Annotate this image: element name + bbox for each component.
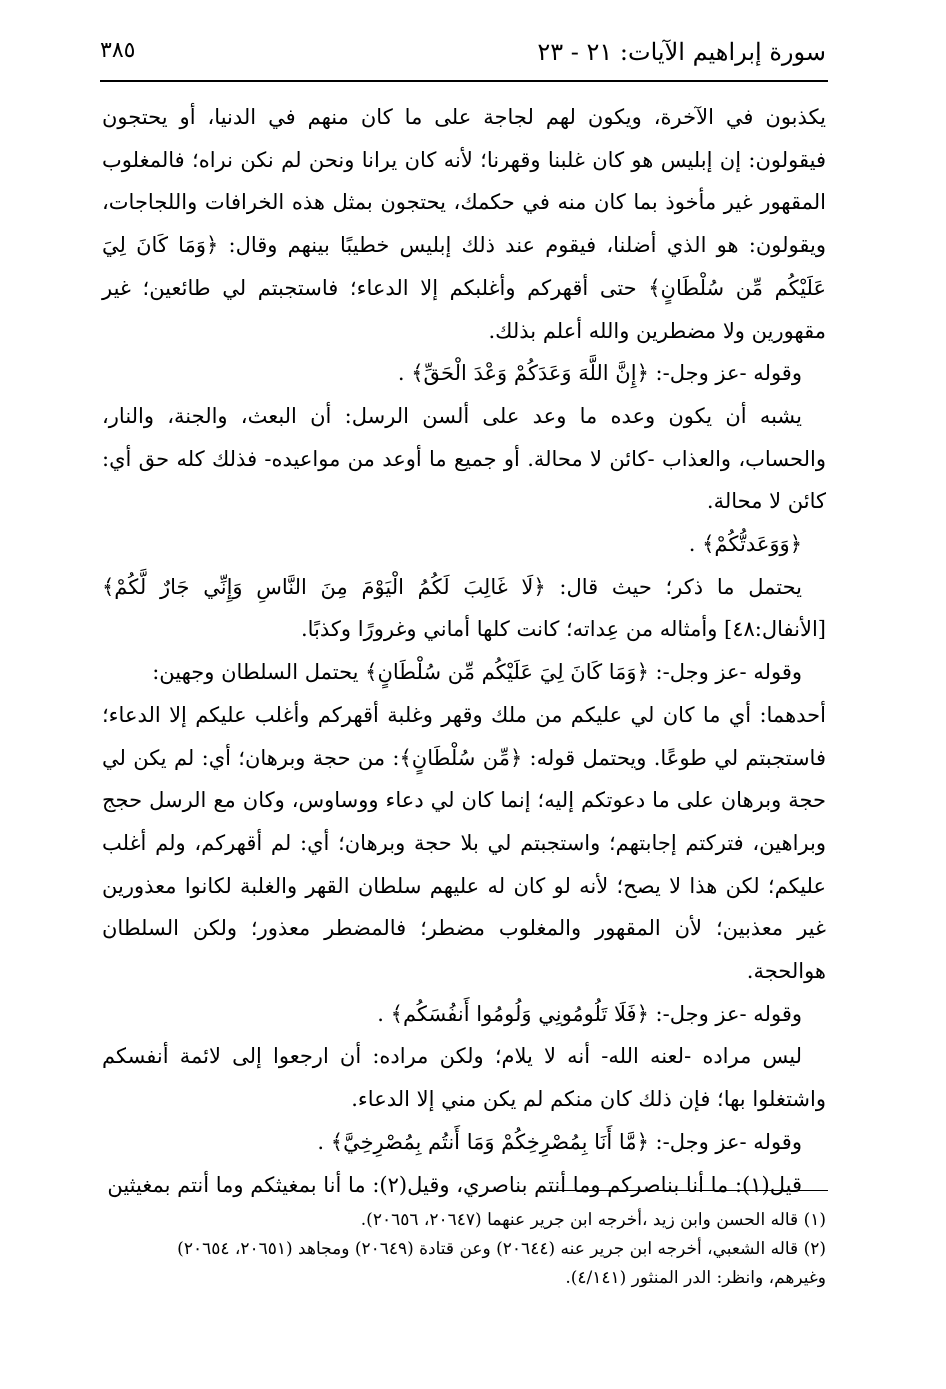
paragraph: يكذبون في الآخرة، ويكون لهم لجاجة على ما كان منهم في الدنيا، أو يحتجون فيقولون: إن إبليس هو كان غلبنا وقهرنا؛ لأنه كان يرانا ونحن لم نكن نراه؛ فالمغلوب المقهور غير مأخوذ بما كان منه في حكمك، يحتجون بمثل هذه الخرافات واللجاجات، ويقولون: هو الذي أضلنا، فيقوم عند ذلك إبليس خطيبًا بينهم وقال: ﴿وَمَا كَانَ لِيَ عَلَيْكُم مِّن سُلْطَانٍ﴾ حتى أقهركم وأغلبكم إلا الدعاء؛ فاستجبتم لي طائعين؛ غير مقهورين ولا مضطرين والله أعلم بذلك. <box>102 105 826 343</box>
paragraph: وقوله -عز وجل-: ﴿إِنَّ اللَّهَ وَعَدَكُمْ وَعْدَ الْحَقِّ﴾ . <box>397 361 802 386</box>
paragraph: قيل(١): ما أنا بناصركم وما أنتم بناصري، وقيل(٢): ما أنا بمغيثكم وما أنتم بمغيثين <box>107 1172 802 1197</box>
main-text <box>102 96 826 1206</box>
footnote-1: (١) قاله الحسن وابن زيد ،أخرجه ابن جرير عنهما (٢٠٦٤٧، ٢٠٦٥٦). <box>360 1210 826 1230</box>
paragraph: يحتمل ما ذكر؛ حيث قال: ﴿لَا غَالِبَ لَكُمُ الْيَوْمَ مِنَ النَّاسِ وَإِنِّي جَارٌ لَّكُمْ﴾ [الأنفال:٤٨] وأمثاله من عِداته؛ كانت كلها أماني وغرورًا وكذبًا. <box>102 574 826 642</box>
footnotes <box>102 1206 826 1293</box>
footnote-2-continued: وغيرهم، وانظر: الدر المنثور (٤/١٤١). <box>565 1268 826 1288</box>
paragraph: وقوله -عز وجل-: ﴿مَّا أَنَا بِمُصْرِخِكُمْ وَمَا أَنتُم بِمُصْرِخِيَّ﴾ . <box>317 1129 802 1154</box>
paragraph: وقوله -عز وجل-: ﴿وَمَا كَانَ لِيَ عَلَيْكُم مِّن سُلْطَانٍ﴾ يحتمل السلطان وجهين: <box>152 660 802 685</box>
paragraph: ليس مراده -لعنه الله- أنه لا يلام؛ ولكن مراده: أن ارجعوا إلى لائمة أنفسكم واشتغلوا بها؛ فإن ذلك كان منكم لم يكن مني إلا الدعاء. <box>102 1044 826 1112</box>
footnote-2: (٢) قاله الشعبي، أخرجه ابن جرير عنه (٢٠٦٤٤) وعن قتادة (٢٠٦٤٩) ومجاهد (٢٠٦٥١، ٢٠٦٥٤) <box>177 1239 826 1259</box>
paragraph: ﴿وَوَعَدتُّكُمْ﴾ . <box>688 532 802 557</box>
footnote-rule <box>558 1190 828 1191</box>
paragraph: وقوله -عز وجل-: ﴿فَلَا تَلُومُونِي وَلُومُوا أَنفُسَكُم﴾ . <box>377 1001 802 1026</box>
page-number: ٣٨٥ <box>100 38 136 63</box>
page-header <box>100 38 826 78</box>
paragraph: أحدهما: أي ما كان لي عليكم من ملك وقهر وغلبة أقهركم وأغلب عليكم إلا الدعاء؛ فاستجبتم لي طوعًا. ويحتمل قوله: ﴿مِّن سُلْطَانٍ﴾: من حجة وبرهان؛ أي: لم يكن لي حجة وبرهان على ما دعوتكم إليه؛ إنما كان لي دعاء ووساوس، وكان مع الرسل حجج وبراهين، فتركتم إجابتهم؛ واستجبتم لي بلا حجة وبرهان؛ أي: لم أقهركم، ولم أغلب عليكم؛ لكن هذا لا يصح؛ لأنه لو كان له عليهم سلطان القهر والغلبة لكانوا معذورين غير معذبين؛ لأن المقهور والمغلوب مضطر؛ فالمضطر معذور؛ ولكن السلطان هوالحجة. <box>102 702 826 984</box>
header-rule <box>100 80 828 82</box>
paragraph: يشبه أن يكون وعده ما وعد على ألسن الرسل: أن البعث، والجنة، والنار، والحساب، والعذاب -كائن لا محالة. أو جميع ما أوعد من مواعيده- فذلك كله حق أي: كائن لا محالة. <box>102 403 826 514</box>
running-title: سورة إبراهيم الآيات: ٢١ - ٢٣ <box>537 38 826 66</box>
